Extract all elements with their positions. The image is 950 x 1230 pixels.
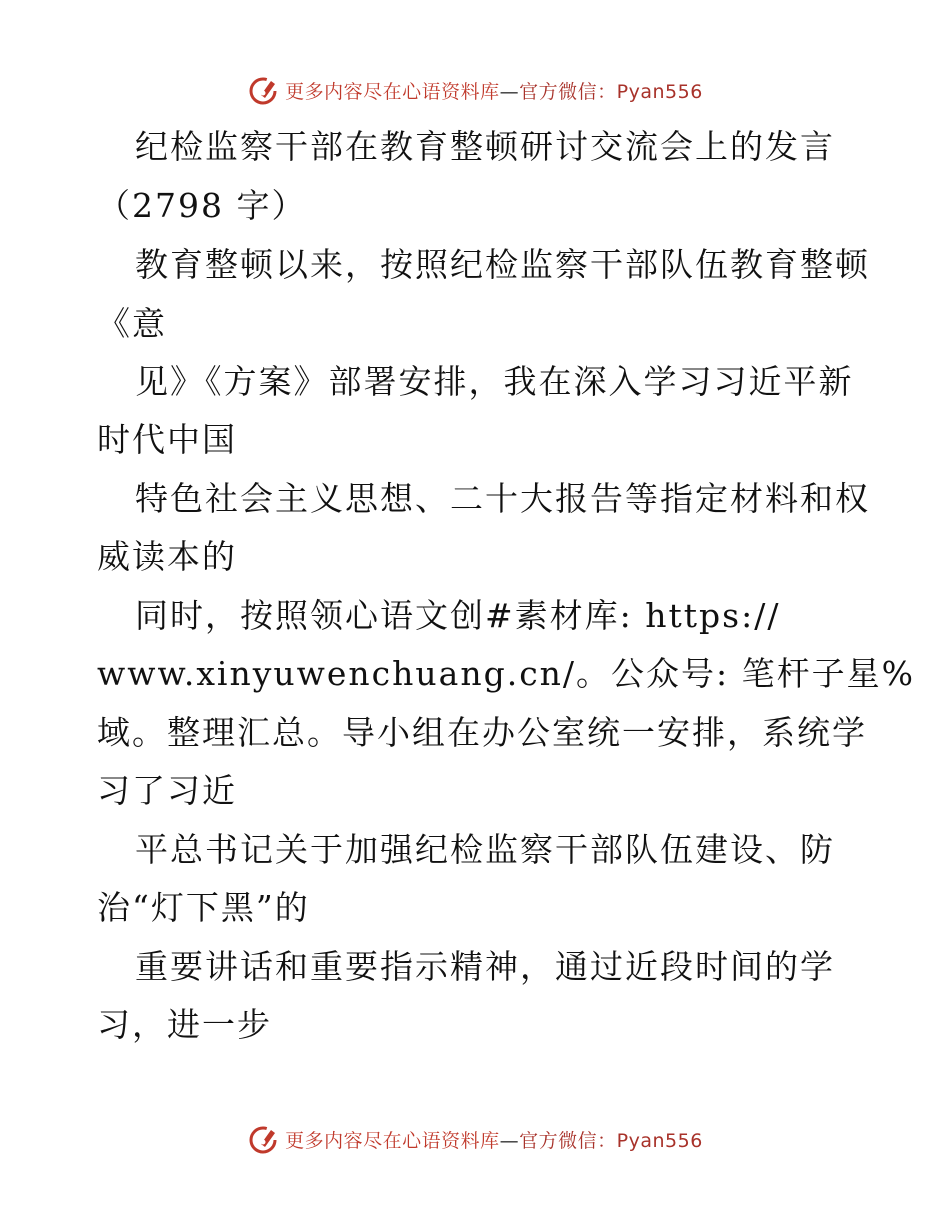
header-site-text: 更多内容尽在心语资料库: [285, 80, 500, 103]
pen-nib-logo-icon: [247, 1122, 281, 1156]
paragraph-line: 时代中国: [97, 420, 237, 459]
paragraph-line: 教育整顿以来，按照纪检监察干部队伍教育整顿: [135, 245, 870, 284]
paragraph-line: 《意: [97, 304, 167, 343]
paragraph-line: 习了习近: [97, 771, 237, 810]
footer-banner-text: [285, 1126, 703, 1153]
paragraph-line: 平总书记关于加强纪检监察干部队伍建设、防: [135, 830, 835, 869]
paragraph-line: 重要讲话和重要指示精神，通过近段时间的学: [135, 947, 835, 986]
paragraph-line: 威读本的: [97, 537, 237, 576]
header-watermark-banner: [0, 70, 950, 110]
paragraph-line: 域。整理汇总。导小组在办公室统一安排，系统学: [97, 713, 867, 752]
header-wechat-text: 官方微信：Pyan556: [519, 80, 703, 103]
footer-separator: —: [499, 1129, 520, 1152]
pen-nib-logo-icon: [247, 73, 281, 107]
header-banner-text: [285, 77, 703, 104]
footer-wechat-text: 官方微信：Pyan556: [519, 1129, 703, 1152]
footer-site-text: 更多内容尽在心语资料库: [285, 1129, 500, 1152]
footer-watermark-banner: [0, 1119, 950, 1159]
word-count: （2798 字）: [97, 186, 307, 225]
paragraph-line: www.xinyuwenchuang.cn/。公众号: 笔杆子星%: [97, 654, 916, 693]
header-separator: —: [499, 80, 520, 103]
paragraph-line: 见》《方案》部署安排，我在深入学习习近平新: [135, 362, 854, 401]
paragraph-line: 治“灯下黑”的: [97, 888, 310, 927]
paragraph-line: 特色社会主义思想、二十大报告等指定材料和权: [135, 479, 870, 518]
document-title: 纪检监察干部在教育整顿研讨交流会上的发言: [135, 127, 835, 166]
paragraph-line: 习，进一步: [97, 1005, 272, 1044]
paragraph-line: 同时，按照领心语文创#素材库: https://: [135, 596, 781, 635]
